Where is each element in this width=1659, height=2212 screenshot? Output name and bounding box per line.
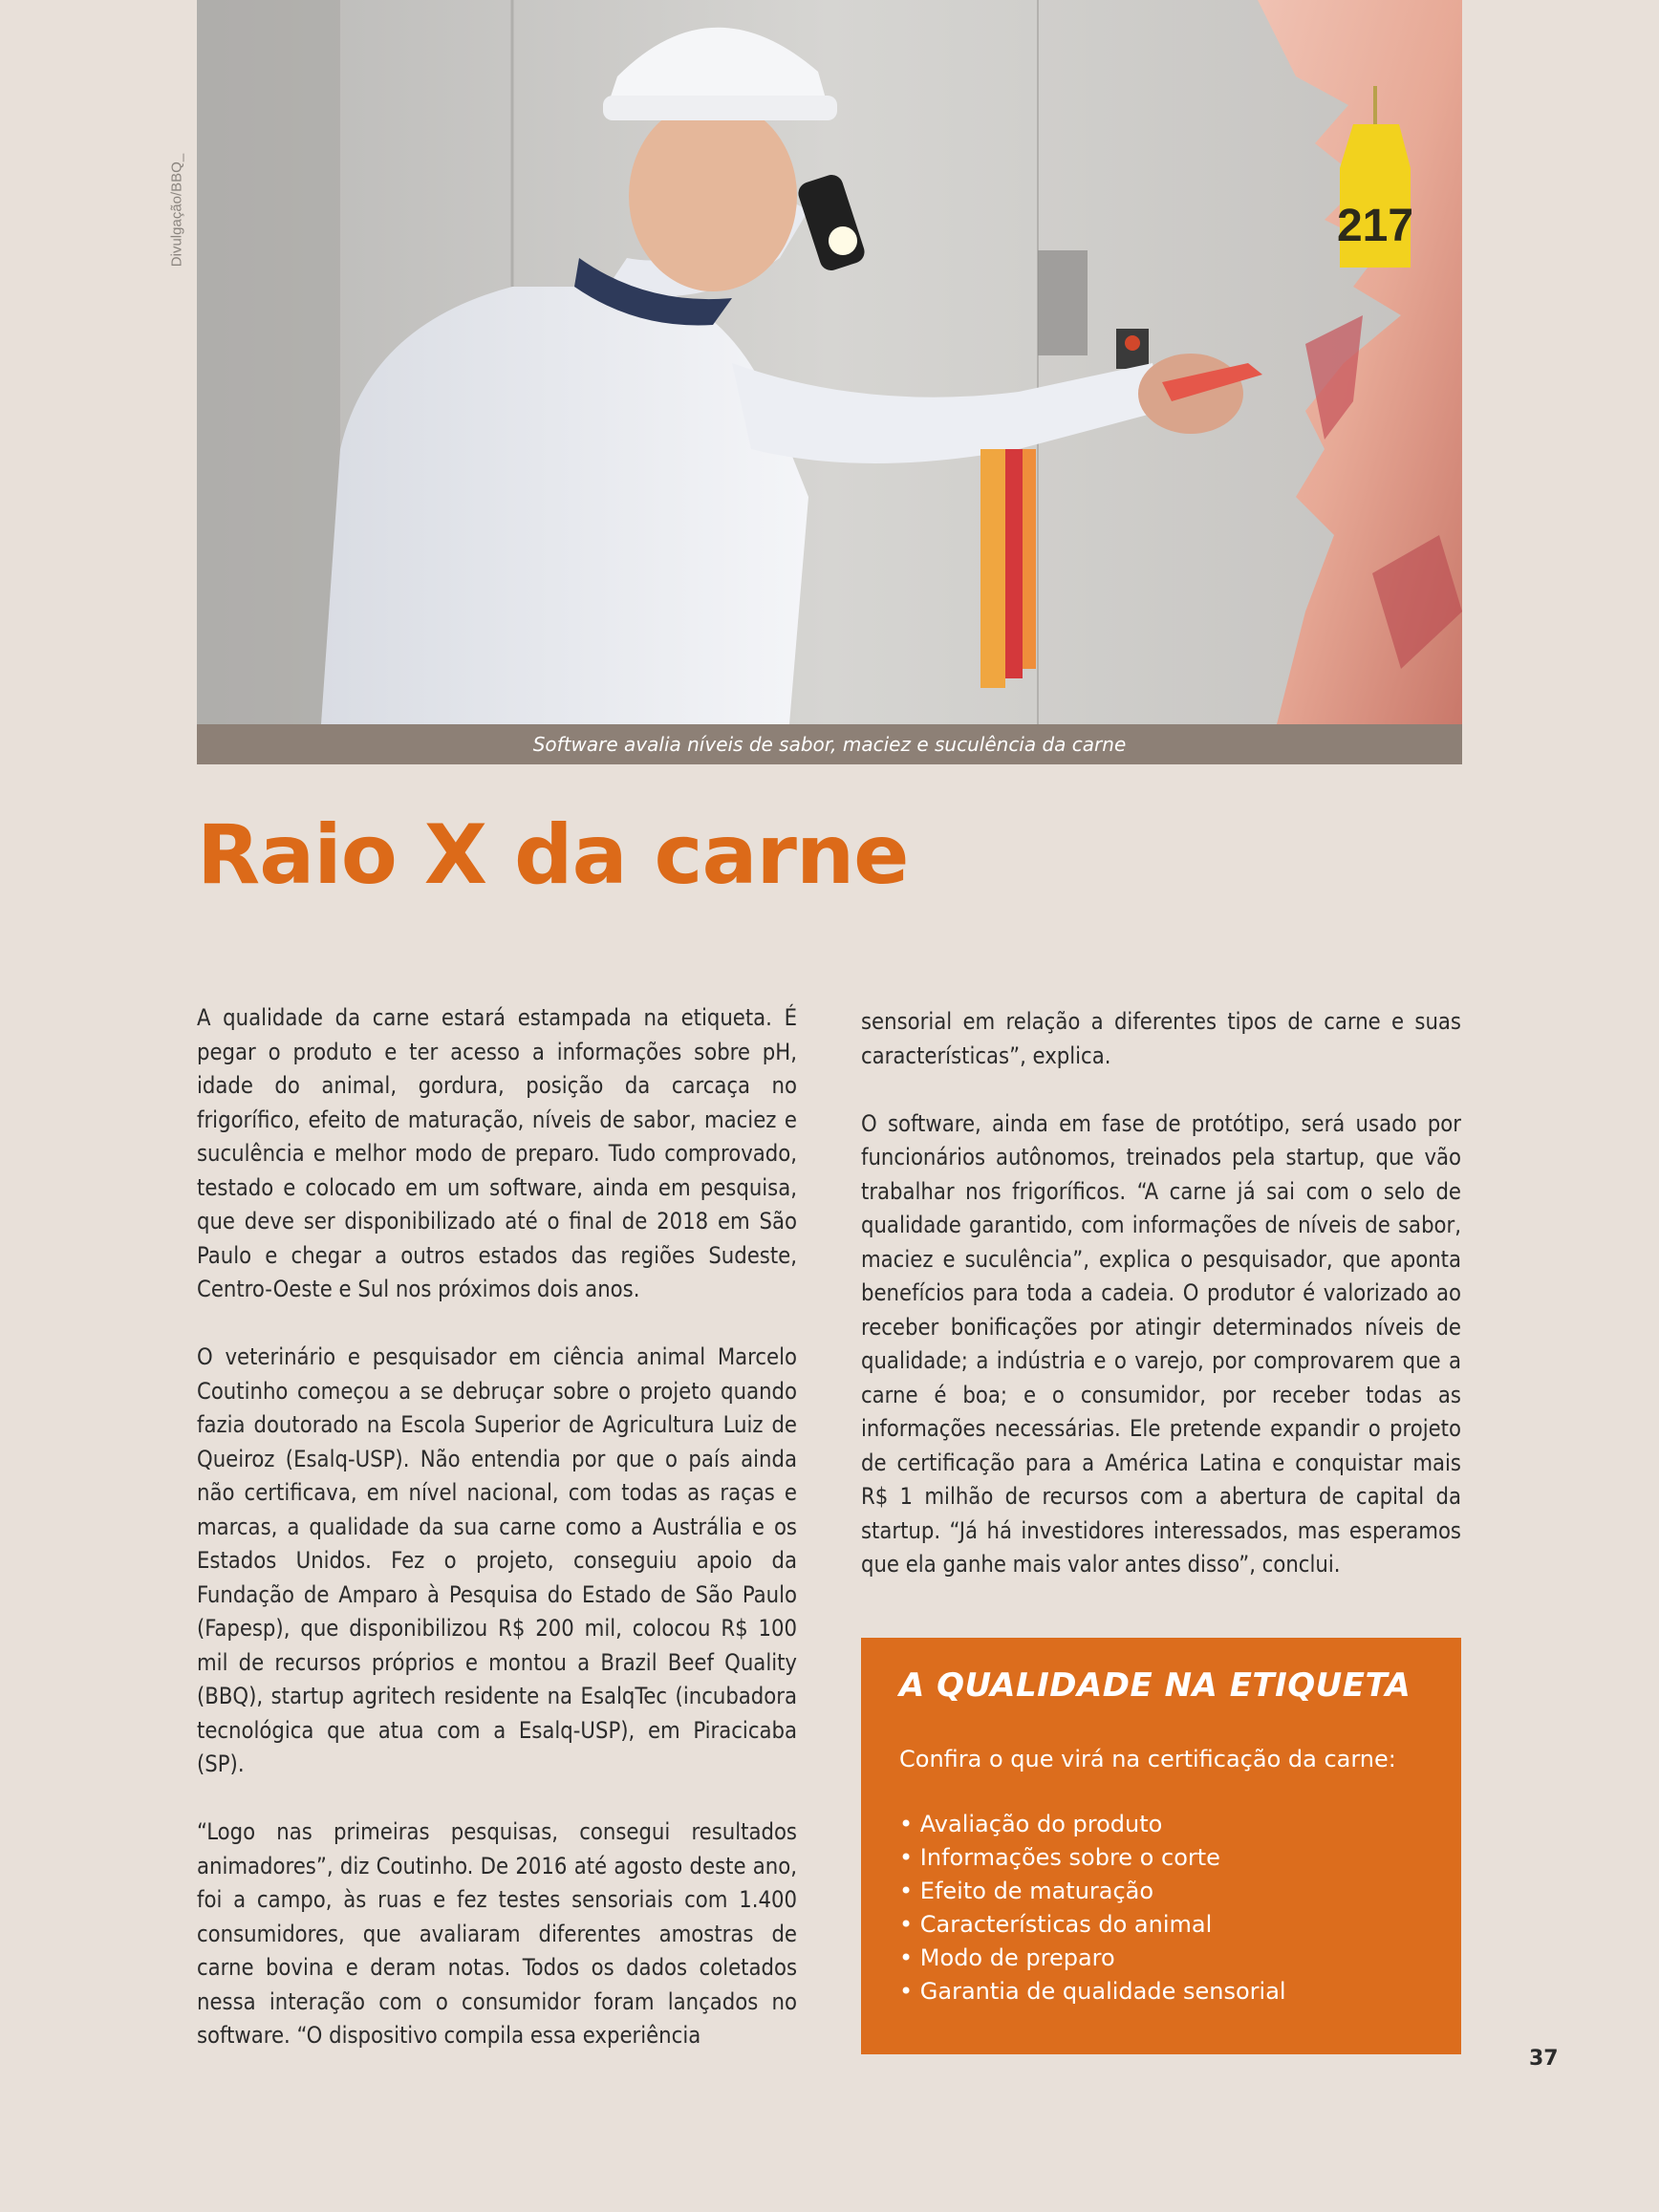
article-paragraph: A qualidade da carne estará estampada na etiqueta. É pegar o produto e ter acesso a informações sobre pH, idade do animal, gordura, posição da carcaça no frigorífico, efeito de maturação, níveis de sabor, maciez e suculência e melhor modo de preparo. Tudo comprovado, testado e colocado em um software, ainda em pesquisa, que deve ser disponibilizado até o final de 2018 em São Paulo e chegar a outros estados das regiões Sudeste, Centro-Oeste e Sul nos próximos dois anos.: [197, 1004, 797, 1302]
photo-credit-text: Divulgação/BBQ_: [168, 153, 185, 268]
certification-list: [899, 1808, 1423, 2008]
photo-illustration: [197, 0, 1462, 724]
article-paragraph: “Logo nas primeiras pesquisas, consegui resultados animadores”, diz Coutinho. De 2016 até agosto deste ano, foi a campo, às ruas e fez testes sensoriais com 1.400 consumidores, que avaliaram diferentes amostras de carne bovina e deram notas. Todos os dados coletados nessa interação com o consumidor foram lançados no software. “O dispositivo compila essa experiência: [197, 1818, 797, 2049]
list-item: • Modo de preparo: [899, 1942, 1423, 1975]
article-column-left: [197, 1001, 797, 2087]
article-title: Raio X da carne: [197, 807, 909, 903]
list-item: • Efeito de maturação: [899, 1875, 1423, 1908]
list-item: • Avaliação do produto: [899, 1808, 1423, 1841]
article-paragraph: sensorial em relação a diferentes tipos de carne e suas características”, explica.: [861, 1008, 1461, 1069]
list-item: • Garantia de qualidade sensorial: [899, 1975, 1423, 2008]
box-intro: Confira o que virá na certificação da carne:: [899, 1746, 1396, 1772]
article-paragraph: O software, ainda em fase de protótipo, será usado por funcionários autônomos, treinados pela startup, que vão trabalhar nos frigoríficos. “A carne já sai com o selo de qualidade garantido, com informações de níveis de sabor, maciez e suculência”, explica o pesquisador, que aponta benefícios para toda a cadeia. O produtor é valorizado ao receber bonificações por atingir determinados níveis de qualidade; a indústria e o varejo, por comprovarem que a carne é boa; e o consumidor, por receber todas as informações necessárias. Ele pretende expandir o projeto de certificação para a América Latina e conquistar mais R$ 1 milhão de recursos com a abertura de capital da startup. “Já há investidores interessados, mas esperamos que ela ganhe mais valor antes disso”, conclui.: [861, 1109, 1461, 1578]
photo-credit: [162, 153, 191, 268]
article-column-right: [861, 1005, 1461, 1616]
box-title: A QUALIDADE NA ETIQUETA: [899, 1666, 1411, 1705]
article-paragraph: O veterinário e pesquisador em ciência animal Marcelo Coutinho começou a se debruçar sobre o projeto quando fazia doutorado na Escola Superior de Agricultura Luiz de Queiroz (Esalq-USP). Não entendia por que o país ainda não certificava, em nível nacional, com todas as raças e marcas, a qualidade da sua carne como a Austrália e os Estados Unidos. Fez o projeto, conseguiu apoio da Fundação de Amparo à Pesquisa do Estado de São Paulo (Fapesp), que disponibilizou R$ 200 mil, colocou R$ 100 mil de recursos próprios e montou a Brazil Beef Quality (BBQ), startup agritech residente na EsalqTec (incubadora tecnológica que atua com a Esalq-USP), em Piracicaba (SP).: [197, 1343, 797, 1777]
article-photo: [197, 0, 1462, 724]
list-item: • Informações sobre o corte: [899, 1841, 1423, 1875]
page-number: 37: [1529, 2047, 1559, 2071]
photo-caption: Software avalia níveis de sabor, maciez e suculência da carne: [197, 724, 1462, 764]
quality-label-box: [861, 1638, 1461, 2054]
meat-tag-number: 217: [1336, 201, 1414, 251]
list-item: • Características do animal: [899, 1908, 1423, 1942]
